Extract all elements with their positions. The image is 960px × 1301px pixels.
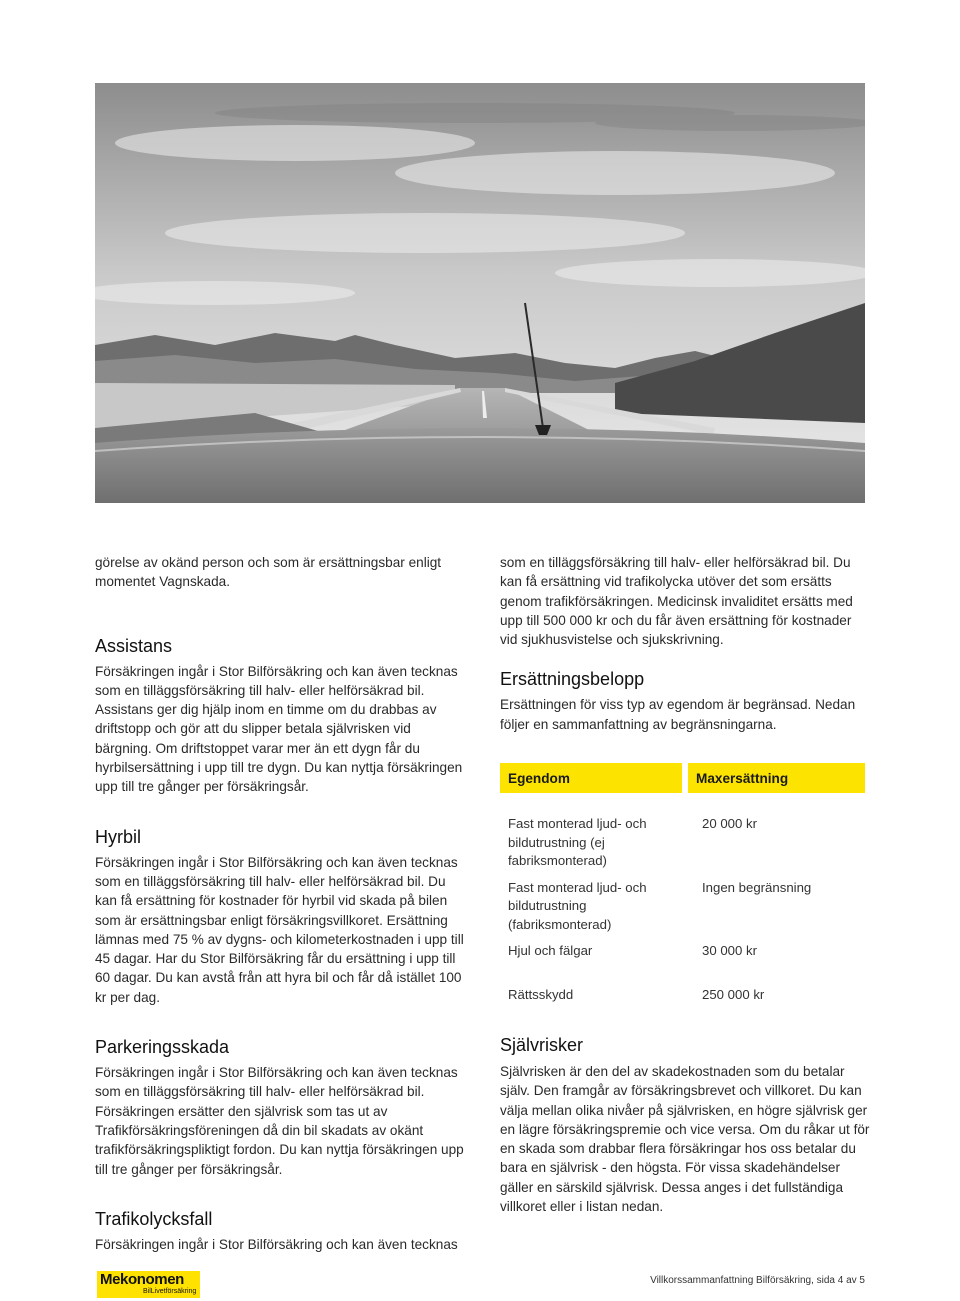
header-egendom: Egendom — [500, 763, 688, 793]
page-footer-text: Villkorssammanfattning Bilförsäkring, sida 4 av 5 — [650, 1275, 865, 1286]
road-landscape-image — [95, 83, 865, 503]
text-parkeringsskada: Försäkringen ingår i Stor Bilförsäkring och kan även tecknas som en tilläggsförsäkring till halv- eller helförsäkrad bil. Försäkringen ersätter den självrisk som tas ut av Trafikförsäkringsföreningen då din bil skadats av okänt trafikförsäkringspliktigt fordon. Du kan nyttja försäkringen upp till tre gånger per försäkringsår. — [95, 1065, 464, 1177]
heading-assistans: Assistans — [95, 635, 173, 656]
table-row — [500, 978, 865, 1016]
compensation-limits-table — [500, 763, 865, 1016]
cell-item: Rättsskydd — [500, 978, 688, 1016]
text-hyrbil: Försäkringen ingår i Stor Bilförsäkring och kan även tecknas som en tilläggsförsäkring till halv- eller helförsäkrad bil. Du kan få ersättning för kostnader för hyrbil vid skada på bilen som är ersättningsbar enligt försäkringsvillkoret. Ersättning lämnas med 75 % av dygns- och kilometerkostnaden i upp till 45 dagar. Har du Stor Bilförsäkring får du ersättning i upp till 60 dagar. Du kan avstå från att hyra bil och får då istället 100 kr per dag. — [95, 854, 464, 1005]
heading-parkeringsskada: Parkeringsskada — [95, 1037, 230, 1058]
table-header-row — [500, 763, 865, 793]
text-ersattningsbelopp: Ersättningen för viss typ av egendom är begränsad. Nedan följer en sammanfattning av begränsningarna. — [500, 697, 856, 732]
cell-item: Fast monterad ljud- och bildutrustning (ej fabriksmonterad) — [500, 793, 688, 871]
heading-hyrbil: Hyrbil — [95, 826, 142, 847]
sjalvrisker-section — [500, 1034, 870, 1216]
cell-max: 20 000 kr — [702, 816, 757, 831]
header-maxersattning: Maxersättning — [688, 763, 865, 793]
cell-max: 30 000 kr — [702, 942, 757, 958]
logo-sub-text: BilLivetförsäkring — [143, 1288, 197, 1295]
table-row — [500, 871, 865, 935]
text-trafikolycksfall: Försäkringen ingår i Stor Bilförsäkring och kan även tecknas — [95, 1236, 458, 1252]
heading-trafikolycksfall: Trafikolycksfall — [95, 1208, 213, 1229]
heading-sjalvrisker: Självrisker — [500, 1035, 584, 1055]
right-intro-text: som en tilläggsförsäkring till halv- eller helförsäkrad bil. Du kan få ersättning vid trafikolycka utöver det som ersätts genom trafikförsäkringen. Medicinsk invaliditet ersätts med upp till 500 000 kr och du får även ersättning för kostnader vid sjukhusvistelse och sjukskrivning. — [500, 555, 853, 648]
text-assistans: Försäkringen ingår i Stor Bilförsäkring och kan även tecknas som en tilläggsförsäkring till halv- eller helförsäkrad bil. Assistans ger dig hjälp inom en timme om du drabbas av driftstopp och gör att du slipper betala självrisken vid bärgning. Om driftstoppet varar mer än ett dygn får du hyrbilsersättning i upp till tre dygn. Du kan nyttja försäkringen upp till tre gånger per försäkringsår. — [95, 663, 463, 795]
header-photo — [95, 83, 865, 503]
cell-item: Hjul och fälgar — [500, 935, 688, 978]
cell-max: 250 000 kr — [702, 986, 765, 1002]
table-row — [500, 935, 865, 978]
heading-ersattningsbelopp: Ersättningsbelopp — [500, 669, 645, 690]
cell-max: Ingen begränsning — [702, 879, 812, 895]
logo-brand-text: Mekonomen — [100, 1271, 184, 1288]
left-column — [95, 553, 465, 1254]
table-row — [500, 793, 865, 871]
left-intro-text: görelse av okänd person och som är ersättningsbar enligt momentet Vagnskada. — [95, 555, 442, 590]
mekonomen-logo — [97, 1271, 200, 1298]
cell-item: Fast monterad ljud- och bildutrustning (fabriksmonterad) — [500, 871, 688, 935]
right-column — [500, 553, 870, 734]
text-sjalvrisker: Självrisken är den del av skadekostnaden som du betalar själv. Den framgår av försäkringsbrevet och villkoret. Du kan välja mellan olika nivåer på självrisken, en högre självrisk ger en lägre försäkringspremie och vice versa. Om du råkar ut för en skada som drabbar flera försäkringar hos oss betalar du bara en självrisk - den högsta. För vissa skadehändelser gäller en särskild självrisk. Dessa anges i det fullständiga villkoret eller i listan nedan. — [500, 1064, 870, 1215]
